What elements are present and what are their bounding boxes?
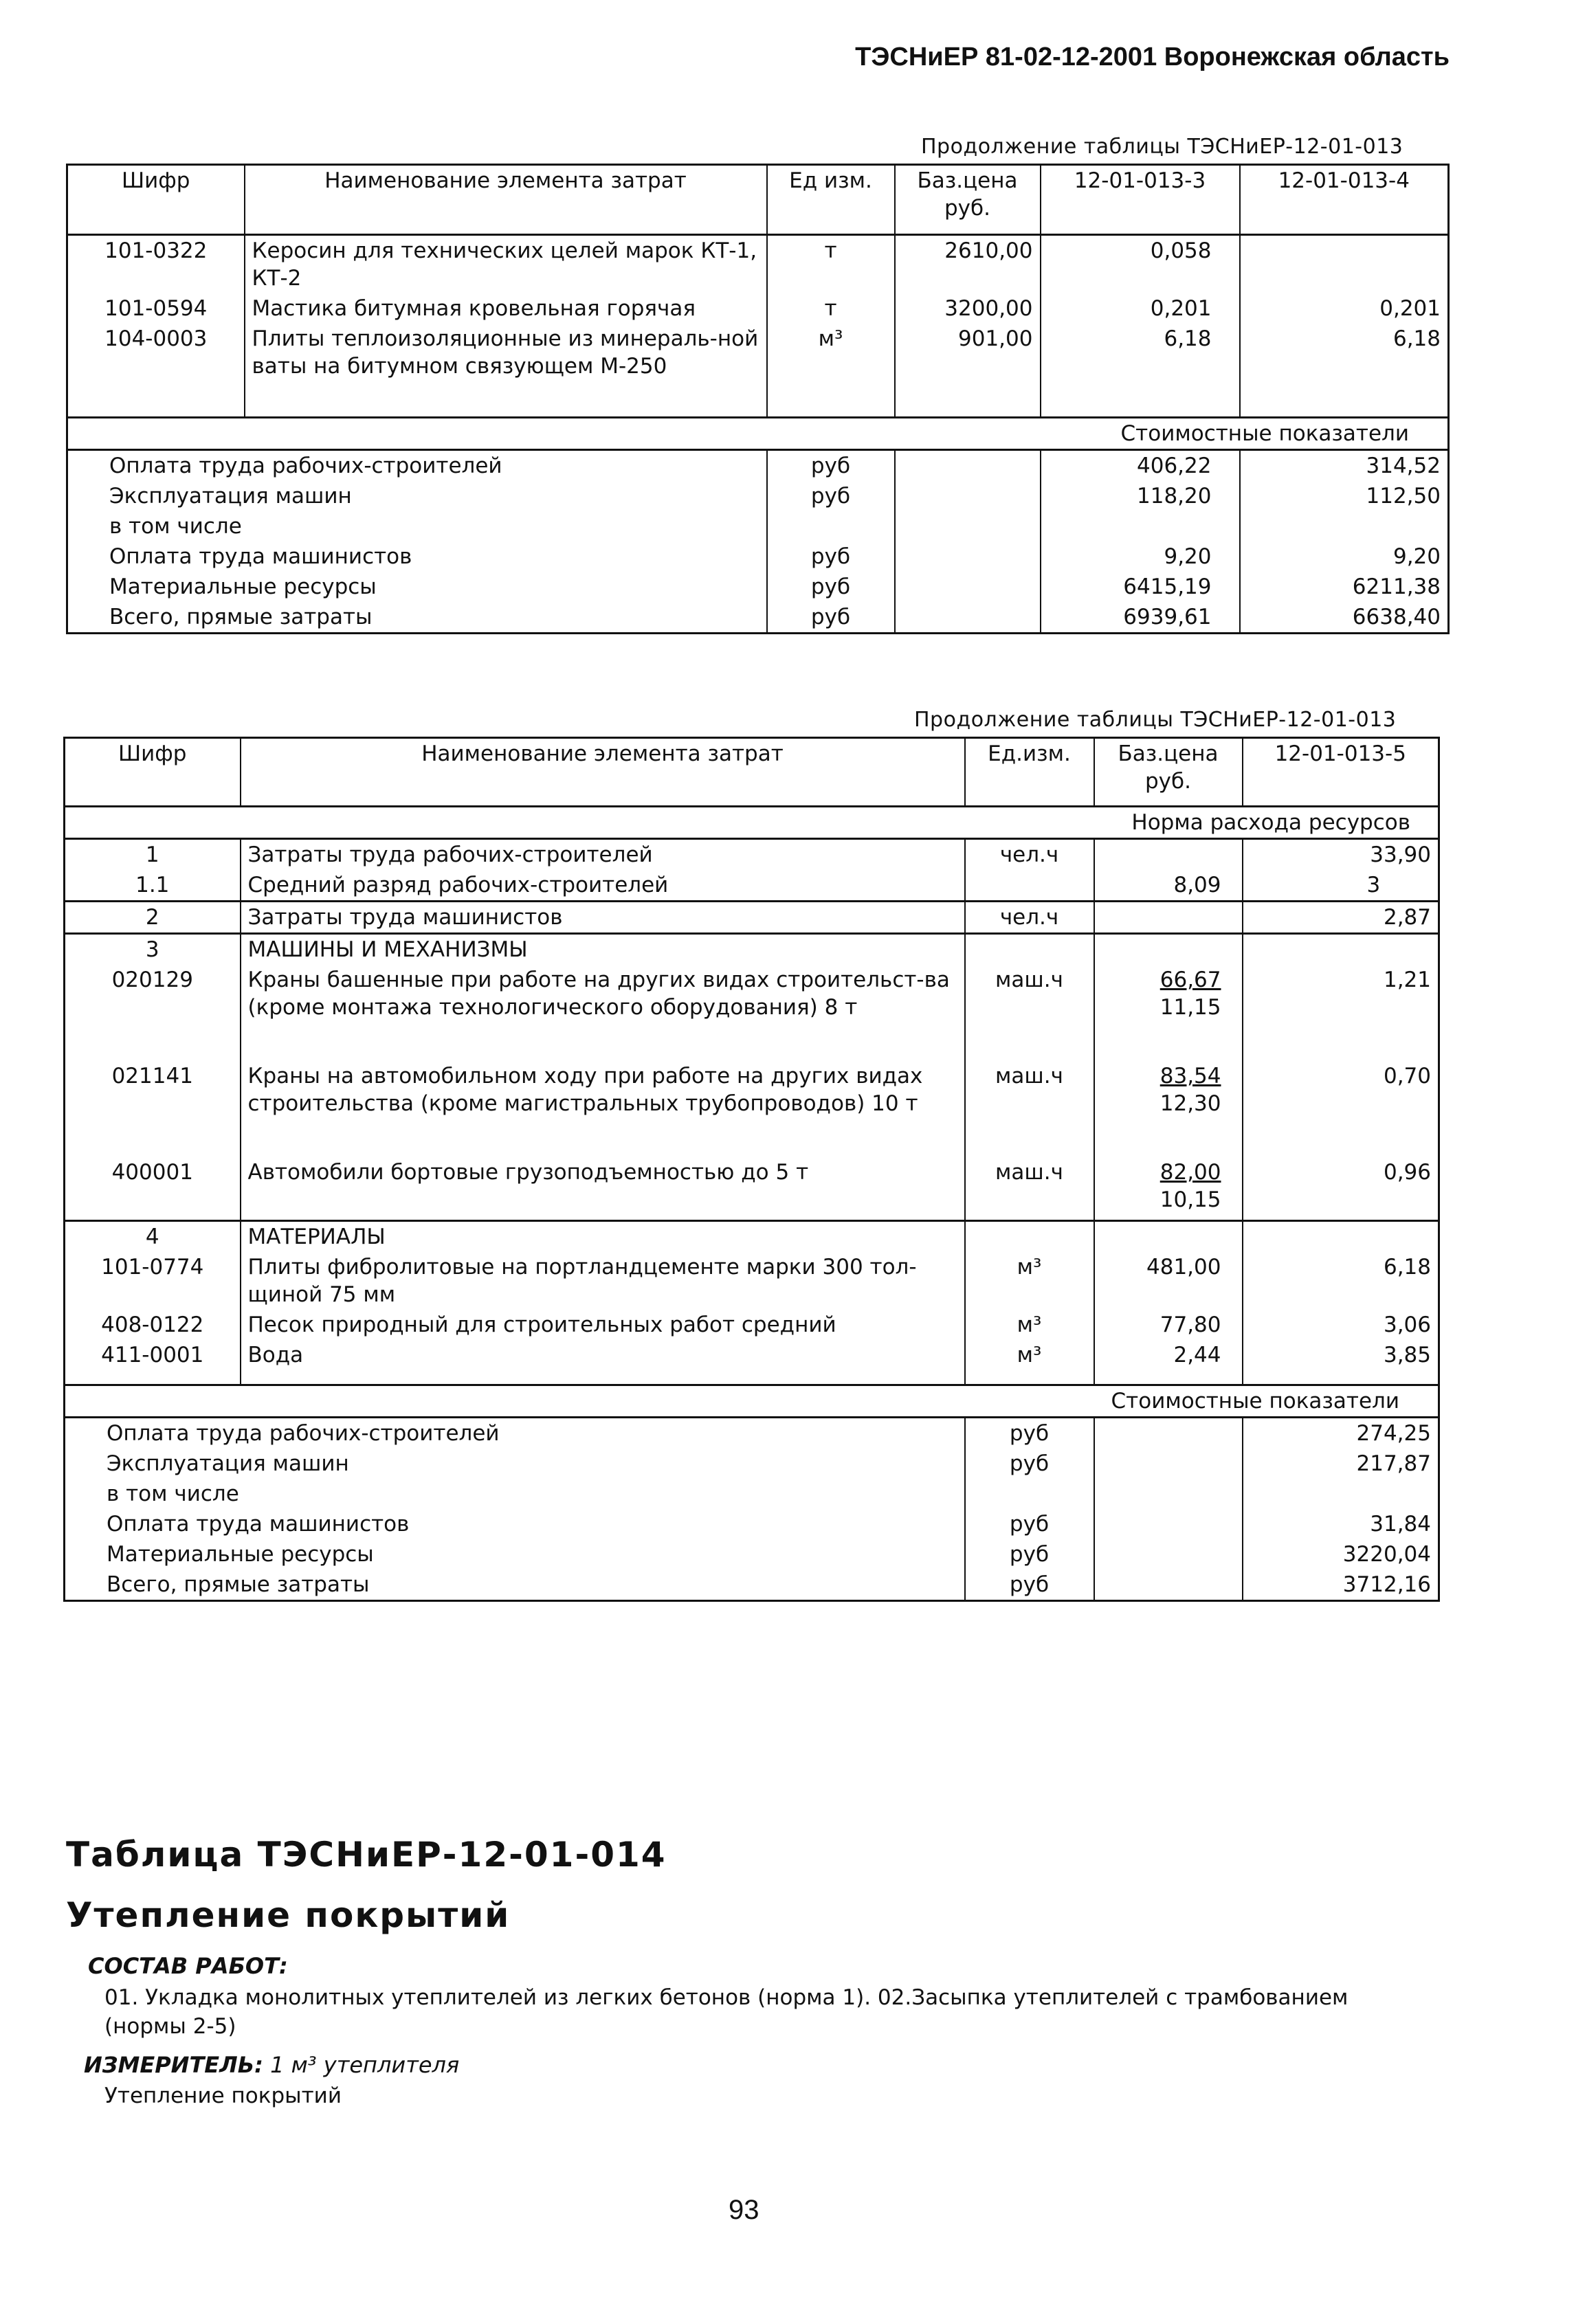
t1-price: 901,00 — [895, 324, 1041, 417]
t2-unit: м³ — [965, 1310, 1094, 1340]
table-row — [65, 1310, 1439, 1340]
t2-unit: маш.ч — [965, 965, 1094, 1061]
table-row — [65, 1479, 1439, 1509]
t1-cost-v3: 9,20 — [1041, 541, 1240, 572]
t2-col-unit: Ед.изм. — [965, 738, 1094, 807]
t2-cost-unit: руб — [965, 1569, 1094, 1601]
meter-value: 1 м³ утеплителя — [270, 2052, 460, 2078]
t1-cost-v4: 6211,38 — [1240, 572, 1449, 602]
t2-price: 8,09 — [1094, 870, 1243, 902]
t2-v5: 3,06 — [1243, 1310, 1439, 1340]
t1-v3: 6,18 — [1041, 324, 1240, 417]
t1-unit: т — [767, 235, 895, 294]
meter-sub: Утепление покрытий — [104, 2083, 342, 2108]
table-row — [65, 1449, 1439, 1479]
table-row — [65, 902, 1439, 934]
t1-col-v4: 12-01-013-4 — [1240, 165, 1449, 235]
table-row — [65, 1061, 1439, 1157]
t2-price: 77,80 — [1094, 1310, 1243, 1340]
page-number: 93 — [729, 2195, 759, 2225]
table-row — [67, 449, 1449, 481]
table-row — [67, 324, 1449, 417]
t2-name: Плиты фибролитовые на портландцементе марки 300 тол-щиной 75 мм — [241, 1252, 965, 1310]
t2-price-top: 82,00 — [1159, 1160, 1221, 1185]
t2-unit: маш.ч — [965, 1157, 1094, 1220]
t1-cost-v3: 406,22 — [1041, 449, 1240, 481]
table-row — [67, 602, 1449, 634]
t1-v4: 0,201 — [1240, 293, 1449, 324]
table-row — [67, 235, 1449, 294]
t2-v5: 6,18 — [1243, 1252, 1439, 1310]
t2-price: 481,00 — [1094, 1252, 1243, 1310]
t1-cost-v4: 6638,40 — [1240, 602, 1449, 634]
t2-cost-label: Всего, прямые затраты — [107, 1572, 370, 1597]
t2-cost-unit: руб — [965, 1539, 1094, 1569]
t2-price-top: 66,67 — [1159, 968, 1221, 992]
section-title: Таблица ТЭСНиЕР-12-01-014 — [66, 1835, 667, 1875]
table1 — [66, 164, 1450, 634]
t1-v4 — [1240, 235, 1449, 294]
table-row — [65, 1509, 1439, 1539]
t1-cost-label: в том числе — [109, 513, 242, 539]
t1-v4: 6,18 — [1240, 324, 1449, 417]
t1-name: Плиты теплоизоляционные из минераль-ной ваты на битумном связующем М-250 — [245, 324, 767, 417]
t2-price-bottom: 11,15 — [1159, 995, 1221, 1020]
t2-name: Затраты труда машинистов — [241, 902, 965, 934]
t1-code: 101-0322 — [104, 238, 208, 263]
table-row — [65, 1418, 1439, 1449]
t2-name: Затраты труда рабочих-строителей — [241, 839, 965, 871]
t2-code: 020129 — [111, 968, 193, 992]
t2-cost-unit: руб — [965, 1449, 1094, 1479]
table-row — [67, 541, 1449, 572]
table-row — [65, 1252, 1439, 1310]
t2-name: Краны на автомобильном ходу при работе на других видах строительства (кроме магистральных трубопроводов) 10 т — [241, 1061, 965, 1157]
t1-v3: 0,058 — [1041, 235, 1240, 294]
t1-cost-label: Материальные ресурсы — [109, 574, 377, 599]
t2-unit: маш.ч — [965, 1061, 1094, 1157]
table-row — [65, 965, 1439, 1061]
t2-cost-label: Эксплуатация машин — [107, 1451, 349, 1476]
t2-col-v5: 12-01-013-5 — [1243, 738, 1439, 807]
t2-cost-v5: 274,25 — [1243, 1418, 1439, 1449]
meter-line — [84, 2052, 459, 2078]
t2-price — [1094, 1061, 1243, 1157]
t2-code: 021141 — [111, 1064, 193, 1088]
t1-cost-v4: 9,20 — [1240, 541, 1449, 572]
t1-name: Керосин для технических целей марок КТ-1, КТ-2 — [245, 235, 767, 294]
t2-v5: 1,21 — [1243, 965, 1439, 1061]
t2-cost-unit: руб — [965, 1418, 1094, 1449]
table-row — [65, 839, 1439, 871]
t1-cost-v3: 6939,61 — [1041, 602, 1240, 634]
t2-name: Автомобили бортовые грузоподъемностью до 5 т — [241, 1157, 965, 1220]
t2-v5: 3 — [1243, 870, 1439, 902]
t2-price: 2,44 — [1094, 1340, 1243, 1385]
t1-cost-label: Всего, прямые затраты — [109, 604, 373, 629]
t2-code: 1.1 — [135, 873, 170, 897]
table1-caption: Продолжение таблицы ТЭСНиЕР-12-01-013 — [921, 135, 1403, 159]
t2-norm-section: Норма расхода ресурсов — [65, 807, 1439, 839]
t1-cost-unit: руб — [767, 541, 895, 572]
t2-col-name: Наименование элемента затрат — [241, 738, 965, 807]
t2-code: 411-0001 — [101, 1342, 204, 1367]
t1-cost-unit: руб — [767, 572, 895, 602]
t2-price — [1094, 902, 1243, 934]
t2-code: 400001 — [111, 1160, 193, 1185]
t2-code: 4 — [65, 1220, 241, 1252]
table-row — [67, 481, 1449, 511]
t1-col-v3: 12-01-013-3 — [1041, 165, 1240, 235]
t2-v5: 33,90 — [1243, 839, 1439, 871]
table-row — [65, 1157, 1439, 1220]
t2-price-bottom: 12,30 — [1159, 1091, 1221, 1116]
t2-cost-v5: 217,87 — [1243, 1449, 1439, 1479]
t2-code: 3 — [65, 934, 241, 965]
t1-cost-label: Оплата труда машинистов — [109, 544, 412, 569]
table-row — [65, 934, 1439, 965]
t2-code: 408-0122 — [101, 1312, 204, 1337]
t1-cost-v4: 112,50 — [1240, 481, 1449, 511]
t2-price — [1094, 965, 1243, 1061]
t2-col-price: Баз.цена руб. — [1094, 738, 1243, 807]
table-row — [67, 511, 1449, 541]
t1-cost-section: Стоимостные показатели — [67, 417, 1449, 449]
t2-v5: 2,87 — [1243, 902, 1439, 934]
meter-label: ИЗМЕРИТЕЛЬ: — [84, 2052, 263, 2078]
t2-price-bottom: 10,15 — [1159, 1187, 1221, 1212]
t2-v5: 0,96 — [1243, 1157, 1439, 1220]
page-header: ТЭСНиЕР 81-02-12-2001 Воронежская область — [855, 43, 1450, 71]
t2-cost-unit: руб — [965, 1509, 1094, 1539]
t1-price: 3200,00 — [895, 293, 1041, 324]
t2-code: 1 — [145, 842, 159, 867]
t1-name: Мастика битумная кровельная горячая — [245, 293, 767, 324]
t1-cost-unit: руб — [767, 602, 895, 634]
t1-cost-label: Оплата труда рабочих-строителей — [67, 449, 767, 481]
table-row — [67, 572, 1449, 602]
t2-unit: м³ — [965, 1252, 1094, 1310]
t2-v5: 0,70 — [1243, 1061, 1439, 1157]
t2-unit — [965, 870, 1094, 902]
t2-unit: чел.ч — [965, 839, 1094, 871]
t2-unit: чел.ч — [965, 902, 1094, 934]
t2-cost-label: в том числе — [107, 1482, 239, 1506]
t2-code: 2 — [65, 902, 241, 934]
t2-cost-section: Стоимостные показатели — [65, 1385, 1439, 1418]
table-row — [65, 1220, 1439, 1252]
table-row — [65, 1340, 1439, 1385]
t2-unit: м³ — [965, 1340, 1094, 1385]
t2-name: МАШИНЫ И МЕХАНИЗМЫ — [241, 934, 965, 965]
table2 — [63, 737, 1440, 1602]
t1-col-code: Шифр — [67, 165, 245, 235]
composition-text: 01. Укладка монолитных утеплителей из легких бетонов (норма 1). 02.Засыпка утеплителей с трамбованием (нормы 2-5) — [104, 1985, 1349, 2039]
t1-cost-label: Эксплуатация машин — [109, 483, 352, 509]
t1-col-unit: Ед изм. — [767, 165, 895, 235]
table-row — [65, 1539, 1439, 1569]
t1-code: 101-0594 — [104, 296, 208, 321]
table-row — [67, 293, 1449, 324]
t2-price-top: 83,54 — [1159, 1064, 1221, 1088]
table-row — [65, 1569, 1439, 1601]
t2-cost-v5: 3220,04 — [1243, 1539, 1439, 1569]
t2-name: Вода — [241, 1340, 965, 1385]
t1-code: 104-0003 — [104, 326, 208, 351]
t2-col-code: Шифр — [65, 738, 241, 807]
t2-price — [1094, 839, 1243, 871]
t2-cost-label: Оплата труда машинистов — [107, 1512, 410, 1537]
t1-v3: 0,201 — [1041, 293, 1240, 324]
t1-cost-v3: 6415,19 — [1041, 572, 1240, 602]
composition-label: СОСТАВ РАБОТ: — [88, 1953, 288, 1979]
t1-cost-unit: руб — [767, 449, 895, 481]
t1-cost-unit: руб — [767, 481, 895, 511]
t1-unit: м³ — [767, 324, 895, 417]
t2-name: Краны башенные при работе на других видах строительст-ва (кроме монтажа технологического оборудования) 8 т — [241, 965, 965, 1061]
t1-cost-v3: 118,20 — [1041, 481, 1240, 511]
t1-col-price: Баз.цена руб. — [895, 165, 1041, 235]
t1-col-name: Наименование элемента затрат — [245, 165, 767, 235]
t2-cost-v5: 3712,16 — [1243, 1569, 1439, 1601]
t2-code: 101-0774 — [101, 1254, 204, 1280]
t1-unit: т — [767, 293, 895, 324]
t1-cost-v4: 314,52 — [1240, 449, 1449, 481]
t2-cost-label: Оплата труда рабочих-строителей — [65, 1418, 965, 1449]
t2-name: Песок природный для строительных работ средний — [241, 1310, 965, 1340]
t2-v5: 3,85 — [1243, 1340, 1439, 1385]
table-row — [65, 870, 1439, 902]
t2-cost-label: Материальные ресурсы — [107, 1542, 374, 1567]
t2-name: Средний разряд рабочих-строителей — [241, 870, 965, 902]
t1-price: 2610,00 — [895, 235, 1041, 294]
section-subtitle: Утепление покрытий — [66, 1895, 511, 1935]
t2-cost-v5: 31,84 — [1243, 1509, 1439, 1539]
table2-caption: Продолжение таблицы ТЭСНиЕР-12-01-013 — [914, 708, 1397, 732]
t2-name: МАТЕРИАЛЫ — [241, 1220, 965, 1252]
t2-price — [1094, 1157, 1243, 1220]
